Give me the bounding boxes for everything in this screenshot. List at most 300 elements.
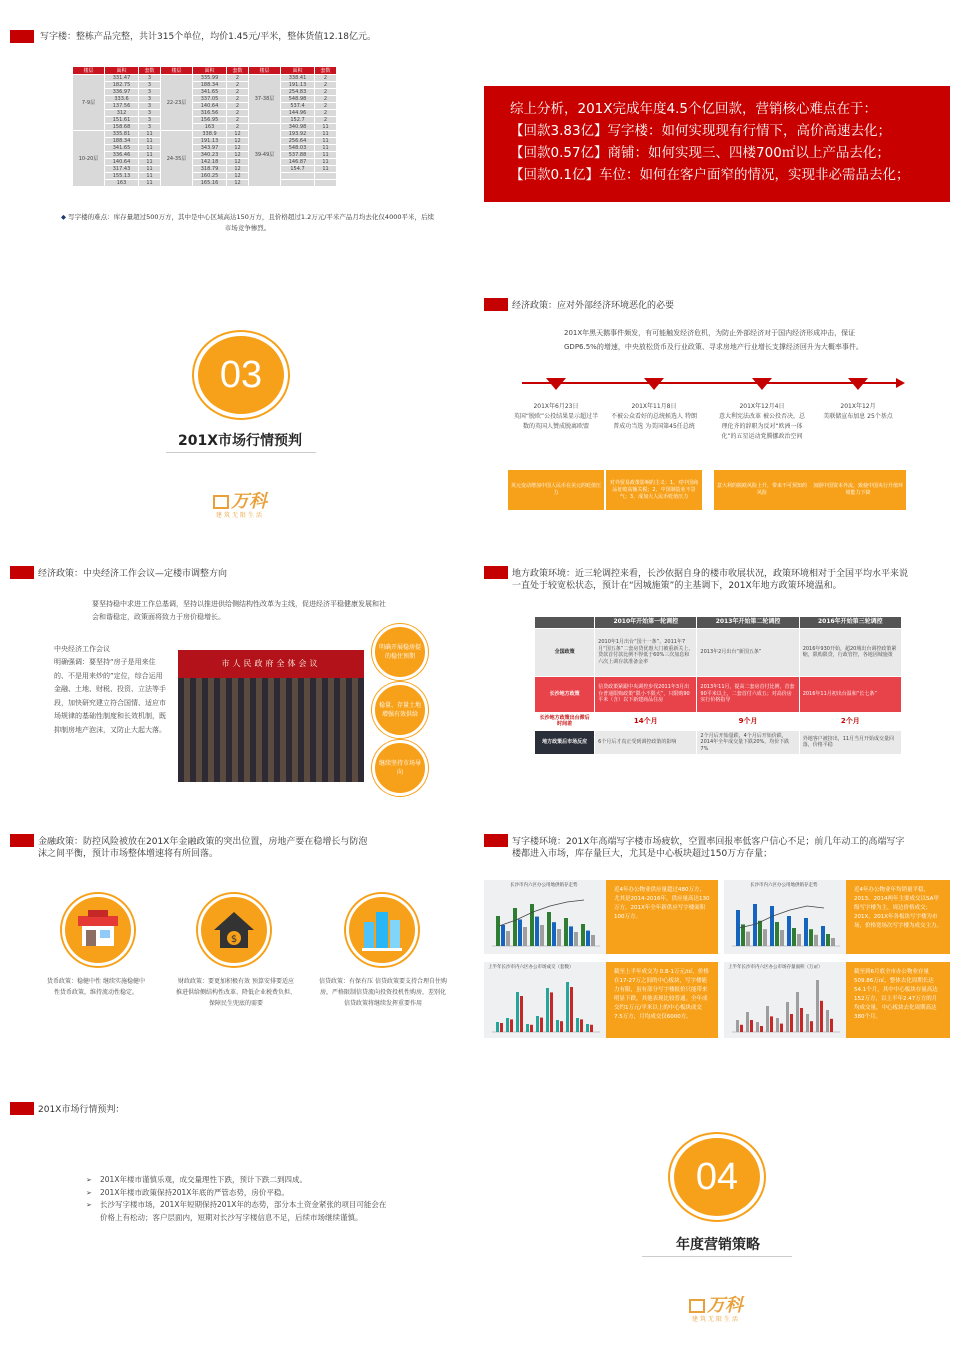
policy-row-label: 长沙地方政策 [535, 676, 595, 712]
divider [642, 1256, 792, 1257]
table-cell: 2 [227, 103, 249, 110]
policy-table-header [535, 617, 595, 629]
policy-circle [372, 682, 428, 738]
building-icon-circle [346, 894, 418, 966]
chart-note: 截至到6月底全市办公物业存量509.86万㎡，整体去化周期长达54.1个月，其中中心板块存量高达152万方，以上半年2.47万方的月均成交量，中心板块去化周期高达380个月。 [846, 962, 950, 1038]
table-cell: 37-38层 [249, 75, 281, 124]
chart-bar [770, 1016, 773, 1032]
chart-bar [536, 1016, 539, 1032]
chart-bar [530, 1025, 533, 1032]
table-cell: 11 [315, 152, 337, 159]
table-cell [281, 173, 315, 180]
chart-bar [826, 934, 830, 946]
table-cell: 158.68 [105, 124, 139, 131]
table-cell: 537.4 [281, 103, 315, 110]
table-cell: 11 [315, 159, 337, 166]
table-cell: 160.25 [193, 173, 227, 180]
table-cell: 193.92 [281, 131, 315, 138]
table-cell: 11 [315, 166, 337, 173]
policy-cell: 2个月后开始量跌，4个月后开始价跌，2014年全年成交量下跌20%，均价下跌7% [697, 730, 799, 755]
policy-cell: 9个月 [697, 712, 799, 730]
chart-bar [574, 932, 578, 946]
chart-bar [535, 917, 539, 946]
table-cell: 146.87 [281, 159, 315, 166]
forecast-item: ➢ 201X年楼市谨慎乐观，成交量理性下跌，预计下跌二到四成。 [86, 1174, 388, 1187]
table-cell: 338.9 [193, 131, 227, 138]
local-policy-title: 地方政策环境：近三轮调控来看，长沙依据自身的楼市收展状况，政策环境相对于全国平均水平来说一直处于较宽松状态，预计在“因城施策”的主基调下，201X年地方政策环境温和。 [512, 569, 909, 591]
policy-cell: 外地客户被挤出，11月当月开始成交量回落，价格平稳 [799, 730, 901, 755]
summary-panel [484, 86, 950, 202]
table-cell: 11 [315, 138, 337, 145]
finance-item-text: 信贷政策：有保有压 信贷政策要支持合理自住购房，严格限制信贷流向投资投机性购房，差别化信贷政策将继续发挥重要作用 [319, 978, 447, 1007]
chart-bar [826, 1010, 829, 1032]
office-unit-table [72, 66, 337, 187]
chart-bar [810, 1021, 813, 1032]
timeline-line [522, 382, 902, 384]
chart-bar [550, 992, 553, 1032]
forecast-item: ➢ 长沙写字楼市场，201X年短期保持201X年的态势，部分本土资金紧张的项目可能会在价格上有松动；客户层面内，短期对长沙写字楼信息不足，后续市场继续谨慎。 [86, 1199, 388, 1224]
table-cell: 12 [227, 180, 249, 187]
event-effect: 对外贸易政策影响的主义：1、对中国商品征收高额关税；2、中国制造业不景气；3、成加大人民币贬值压力 [606, 470, 702, 510]
table-cell: 318.79 [193, 166, 227, 173]
section-marker [484, 566, 508, 579]
table-cell: 336.46 [105, 152, 139, 159]
table-cell: 2 [315, 103, 337, 110]
chart-bar [790, 1014, 793, 1032]
chart-line [739, 906, 824, 928]
office-title: 写字楼：整栋产品完整，共计315个单位，均价1.45元/平米，整体货值12.18亿元。 [40, 32, 377, 42]
table-cell: 12 [227, 138, 249, 145]
table-cell: 154.7 [281, 166, 315, 173]
chart-bar [746, 932, 750, 946]
summary-line: 【回款0.1亿】车位：如何在客户面窄的情况，实现非必需品去化； [510, 167, 910, 183]
finance-title: 金融政策：防控风险被放在201X年金融政策的突出位置，房地产要在稳增长与防泡沫之间平衡，预计市场整体增速将有所回落。 [38, 837, 368, 859]
table-cell: 2 [227, 117, 249, 124]
policy-table-header: 2013年开始第二轮调控 [697, 617, 799, 629]
chart-bar [557, 929, 561, 946]
table-cell [281, 180, 315, 187]
logo-text: 万科 [707, 1295, 743, 1316]
finance-item-text: 财政政策：要更加积极有效 预算安排要适应推进供给侧结构性改革、降低企业税费负担、保障民生兜底的需要 [176, 978, 297, 1007]
table-header: 楼层 [73, 67, 105, 75]
table-cell: 341.65 [105, 145, 139, 152]
section-marker [10, 834, 34, 847]
table-cell: 11 [315, 124, 337, 131]
event-date: 201X年12月 [840, 403, 876, 410]
chart-bar [797, 934, 801, 946]
building-icon [360, 908, 404, 952]
chart-bar [546, 988, 549, 1032]
table-cell: 2 [227, 82, 249, 89]
table-cell: 337.05 [193, 96, 227, 103]
chart-bar [756, 1022, 759, 1032]
event-date: 201X年12月4日 [739, 403, 785, 410]
table-cell: 24-35层 [161, 131, 193, 187]
sales-chart [724, 880, 846, 954]
chart-bar [581, 924, 585, 946]
chart-bar [569, 926, 573, 946]
policy-circle [372, 740, 428, 796]
section-number-circle [194, 332, 288, 418]
table-cell: 317.43 [105, 166, 139, 173]
chart-panel [724, 880, 846, 954]
table-cell: 165.16 [193, 180, 227, 187]
table-cell: 144.96 [281, 110, 315, 117]
policy-row-label: 长沙地方政策出台滞后时间差 [535, 712, 595, 730]
table-cell: 341.65 [193, 89, 227, 96]
policy-cell: 2个月 [799, 712, 901, 730]
table-cell: 331.47 [105, 75, 139, 82]
chart-bar [758, 921, 762, 946]
economy-external-intro: 201X年黑天鹅事件频发，有可能触发经济危机，为防止外部经济对于国内经济形成冲击，保证GDP6.5%的增速，中央放松货币及行业政策、寻求房地产行业增长支撑经济回升为大概率事件。 [564, 329, 863, 351]
table-cell: 2 [227, 89, 249, 96]
chart-bar [809, 929, 813, 946]
table-row [73, 124, 337, 131]
section-marker [10, 1102, 34, 1115]
section-number: 03 [219, 353, 263, 396]
chart-bar [831, 938, 835, 946]
table-header: 套数 [139, 67, 161, 75]
vanke-logo [200, 492, 280, 520]
policy-circle-text: 稳量、存量土地增强有效供给 [379, 702, 422, 718]
photo-banner: 市人民政府全体会议 [178, 650, 364, 678]
chart-bar [780, 1024, 783, 1032]
table-cell: 11 [139, 159, 161, 166]
meeting-photo [178, 650, 364, 782]
policy-cell: 2010年1月出台“国十一条”、2011年7月“国五条”二套房贷优惠大门被重新关上，贷款首付款比例不得低于60%三次加息和六次上调存款准备金率 [595, 628, 697, 676]
table-row [73, 145, 337, 152]
table-cell: 7-9层 [73, 75, 105, 131]
table-cell: 2 [315, 75, 337, 82]
chart-bar [776, 1018, 779, 1032]
policy-cell: 2016年930开始，超20城出台调控政策紧缩，限购限贷，行政管控，各地因城施策 [799, 628, 901, 676]
logo-mark-icon [689, 1299, 705, 1313]
table-cell: 163 [105, 180, 139, 187]
timeline-arrow-icon [896, 378, 905, 388]
table-cell: 10-20层 [73, 131, 105, 187]
policy-table-header: 2016年开始第三轮调控 [799, 617, 901, 629]
table-cell: 191.13 [193, 138, 227, 145]
central-conf-body: 明确强调：要坚持“房子是用来住的、不是用来炒的”定位，综合运用金融、土地、财税、投资、立法等手段，加快研究建立符合国情、适应市场规律的基础性制度和长效机制，既抑制房地产泡沫，又防止大起大落。 [54, 658, 166, 734]
chart-bar [786, 1002, 789, 1032]
table-row [73, 166, 337, 173]
chart-bar [806, 1014, 809, 1032]
chart-bar [506, 931, 510, 946]
chart-bar [523, 927, 527, 946]
policy-table-row [535, 676, 902, 712]
transaction-chart [484, 962, 606, 1038]
summary-line: 【回款0.57亿】商铺：如何实现三、四楼700㎡以上产品去化； [510, 145, 890, 161]
chart-bar [576, 1018, 579, 1032]
table-row [73, 131, 337, 138]
chart-bar [820, 1001, 823, 1032]
policy-cell: 信贷政策紧跟中央调控步伐2011年3月出台普通限购政策“限小不限大”，只限购90平米（含）以下新建商品住房 [595, 676, 697, 712]
forecast-list [86, 1174, 388, 1224]
policy-circle-text: 明确开展稳房提的稳住预期 [379, 644, 422, 660]
event-effect: 意大利的脱欧风险上升，带来不可预知的风险 [714, 470, 810, 510]
chart-bar [540, 1018, 543, 1032]
forecast-title: 201X市场行情预判： [38, 1105, 125, 1115]
policy-row-label: 全国政策 [535, 628, 595, 676]
chart-bar [816, 980, 819, 1032]
chart-bar [830, 1019, 833, 1032]
event-desc: 意大利宪法改革 被公投否决，总理伦齐的辞职为反对“欧洲一体化”的五星运动党腾挪政治空间 [719, 413, 805, 440]
table-cell [315, 180, 337, 187]
table-cell: 338.41 [281, 75, 315, 82]
table-cell: 3 [139, 89, 161, 96]
chart-panel [484, 962, 606, 1038]
table-cell: 182.75 [105, 82, 139, 89]
chart-bar [736, 1020, 739, 1032]
event-desc: 不被公众看好的总统候选人 特朗普成功当选 为美国第45任总统 [611, 413, 697, 430]
chart-bar [800, 1008, 803, 1032]
money-house-icon-circle [198, 894, 270, 966]
chart-panel [484, 880, 606, 954]
table-cell: 188.34 [105, 138, 139, 145]
timeline-event [814, 402, 902, 422]
table-cell: 12 [227, 159, 249, 166]
table-cell: 256.64 [281, 138, 315, 145]
table-cell: 335.81 [105, 131, 139, 138]
chart-bar [591, 935, 595, 946]
chart-bar [753, 904, 757, 946]
table-cell: 3 [139, 117, 161, 124]
chart-title: 长沙市内六区办公用地供销存走势 [510, 883, 578, 888]
chart-bar [792, 928, 796, 946]
table-header: 套数 [227, 67, 249, 75]
timeline-event [610, 402, 698, 432]
chart-bar [770, 906, 774, 946]
table-header: 面积 [105, 67, 139, 75]
policy-cell: 2013年2月出台“新国五条” [697, 628, 799, 676]
table-cell: 3 [139, 110, 161, 117]
table-row [73, 110, 337, 117]
table-row [73, 173, 337, 180]
table-cell: 12 [227, 152, 249, 159]
table-cell: 2 [227, 96, 249, 103]
table-cell: 11 [315, 131, 337, 138]
table-cell: 2 [227, 75, 249, 82]
table-cell: 340.23 [193, 152, 227, 159]
logo-subtitle: 建筑无限生活 [215, 512, 264, 519]
shop-icon-circle [62, 894, 134, 966]
chart-bar [552, 922, 556, 946]
chart-bar [518, 919, 522, 946]
event-date: 201X年6月23日 [533, 403, 579, 410]
chart-bar [496, 1022, 499, 1032]
table-cell: 2 [315, 89, 337, 96]
chart-bar [766, 1006, 769, 1032]
table-cell: 335.99 [193, 75, 227, 82]
office-market-title: 写字楼环境：201X年高端写字楼市场疲软，空置率回报率低客户信心不足；前几年动工的高端写字楼都进入市场，库存量巨大，尤其是中心板块超过150万方存量； [512, 837, 905, 859]
table-cell: 12 [227, 145, 249, 152]
timeline-marker-icon [546, 378, 566, 390]
table-cell: 2 [315, 110, 337, 117]
chart-bar [787, 916, 791, 946]
chart-title: 上半年长沙市内六区办公市场成交（套数） [488, 965, 574, 970]
table-cell: 11 [139, 166, 161, 173]
supply-chart [484, 880, 606, 954]
chart-bar [796, 992, 799, 1032]
table-cell: 12 [227, 173, 249, 180]
table-cell: 537.88 [281, 152, 315, 159]
timeline-marker-icon [752, 378, 772, 390]
table-cell: 156.95 [193, 117, 227, 124]
central-conf-title: 经济政策：中央经济工作会议—定楼市调整方向 [38, 569, 228, 579]
table-row [73, 89, 337, 96]
policy-table-header: 2010年开始第一轮调控 [595, 617, 697, 629]
table-cell: 336.97 [105, 89, 139, 96]
chart-bar [501, 925, 505, 946]
table-cell: 316.56 [193, 110, 227, 117]
chart-bar [516, 992, 519, 1032]
chart-bar [586, 931, 590, 946]
chart-title: 上半年长沙市内六区办公市场存量面积（万㎡） [728, 965, 823, 970]
table-cell: 140.64 [193, 103, 227, 110]
chart-bar [540, 925, 544, 946]
table-header: 楼层 [161, 67, 193, 75]
table-cell: 188.34 [193, 82, 227, 89]
chart-line [499, 900, 584, 926]
chart-title: 长沙市内六区办公用地供销存走势 [750, 883, 818, 888]
logo-mark-icon [213, 495, 229, 509]
vanke-logo [676, 1296, 756, 1324]
table-cell: 11 [139, 138, 161, 145]
logo-text: 万科 [231, 491, 267, 512]
chart-bar [500, 1023, 503, 1032]
table-row [73, 82, 337, 89]
chart-bar [821, 926, 825, 946]
economy-external-title: 经济政策：应对外部经济环境恶化的必要 [512, 301, 675, 311]
table-cell: 340.98 [281, 124, 315, 131]
money-house-icon [212, 910, 256, 950]
table-row [73, 159, 337, 166]
section-marker [10, 30, 34, 43]
table-cell: 254.83 [281, 89, 315, 96]
chart-bar [580, 1019, 583, 1032]
chart-panel [724, 962, 846, 1038]
table-row [73, 96, 337, 103]
policy-cell: 14个月 [595, 712, 697, 730]
chart-bar [760, 1026, 763, 1032]
table-header: 楼层 [249, 67, 281, 75]
chart-bar [570, 987, 573, 1032]
office-note [60, 212, 435, 234]
chart-bar [740, 1025, 743, 1032]
table-cell: 11 [139, 152, 161, 159]
summary-line: 综上分析，201X完成年度4.5个亿回款，营销核心难点在于： [510, 101, 877, 117]
policy-row-label: 地方政策后市场反应 [535, 730, 595, 755]
chart-bar [506, 1018, 509, 1032]
table-cell: 163 [193, 124, 227, 131]
table-cell: 548.03 [281, 145, 315, 152]
section-marker [10, 566, 34, 579]
table-cell: 343.97 [193, 145, 227, 152]
policy-cell: 2013年11月，提高二套房首付比例，首套90平米以上，二套首付六成五；对高价房实行价格指导 [697, 676, 799, 712]
table-cell: 155.13 [105, 173, 139, 180]
table-cell: 312 [105, 110, 139, 117]
section-number-circle [670, 1134, 764, 1220]
timeline-marker-icon [644, 378, 664, 390]
table-row [73, 75, 337, 82]
photo-crowd [178, 678, 364, 782]
chart-bar [510, 1019, 513, 1032]
section-number: 04 [695, 1155, 739, 1198]
table-cell: 2 [315, 117, 337, 124]
chart-bar [520, 996, 523, 1032]
chart-bar [780, 930, 784, 946]
policy-table-row [535, 628, 902, 676]
table-row [73, 180, 337, 187]
timeline-event [718, 402, 806, 442]
summary-line: 【回款3.83亿】写字楼：如何实现现有行情下，高价高速去化； [510, 123, 892, 139]
table-cell: 2 [227, 110, 249, 117]
local-policy-table [534, 616, 902, 755]
chart-note: 近4年办公物业供应量超过480万方，尤其是2014-2016年，供应量高达130万方，201X年全年新供应写字楼面积100万方。 [606, 880, 718, 954]
table-cell: 12 [227, 166, 249, 173]
event-date: 201X年11月8日 [631, 403, 677, 410]
chart-bar [750, 1020, 753, 1032]
policy-circle [372, 624, 428, 680]
table-cell: 548.98 [281, 96, 315, 103]
table-cell: 11 [139, 180, 161, 187]
chart-bar [746, 1012, 749, 1032]
table-cell: 142.18 [193, 159, 227, 166]
section-marker [484, 298, 508, 311]
table-cell: 3 [139, 96, 161, 103]
table-cell: 11 [139, 145, 161, 152]
table-cell: 11 [315, 145, 337, 152]
chart-bar [775, 922, 779, 946]
table-header: 套数 [315, 67, 337, 75]
svg-text:$: $ [230, 934, 238, 945]
table-cell: 11 [139, 131, 161, 138]
event-desc: 美联储宣布加息 25个基点 [823, 413, 893, 420]
chart-bar [566, 982, 569, 1032]
forecast-item: ➢ 201X年楼市政策保持201X年底的严管态势，房价平稳。 [86, 1187, 388, 1200]
table-cell: 3 [139, 103, 161, 110]
table-row [73, 138, 337, 145]
table-cell: 3 [139, 75, 161, 82]
chart-note: 截至上半年成交为 0.8-1万元/㎡，价格在17-27万之间的中心板块，写字楼能力有限，虽有部分写字楼报价只能带来明显下跌，其他表现比较普通。全年成交约1万元/平米以上的中心板块成交7.5万方，月均成交仅6000方。 [606, 962, 718, 1038]
central-conf-body-title: 中央经济工作会议 [54, 645, 110, 653]
chart-bar [513, 908, 517, 946]
timeline-marker-icon [848, 378, 868, 390]
table-cell: 2 [227, 124, 249, 131]
stock-chart [724, 962, 846, 1038]
table-cell: 191.13 [281, 82, 315, 89]
logo-subtitle: 建筑无限生活 [691, 1316, 740, 1323]
event-desc: 英国“脱欧”公投结果显示超过半数的英国人赞成脱离欧盟 [513, 413, 599, 430]
table-cell: 2 [315, 82, 337, 89]
chart-bar [556, 1020, 559, 1032]
policy-cell: 6个月后才真正受到调控政策的影响 [595, 730, 697, 755]
table-cell: 3 [139, 124, 161, 131]
shop-icon [76, 910, 120, 950]
table-cell: 140.64 [105, 159, 139, 166]
chart-bar [530, 904, 534, 946]
event-effect: 英元变动增加中国人民币在美元的贬值压力 [508, 470, 604, 510]
table-cell: 22-23层 [161, 75, 193, 131]
chart-bar [590, 1025, 593, 1032]
table-header: 面积 [281, 67, 315, 75]
section-title: 年度营销策略 [676, 1237, 760, 1253]
policy-cell: 2016年11月初出台温和“长七条” [799, 676, 901, 712]
finance-item-text: 货币政策：稳健中性 继续实施稳健中性货币政策，维持流动性稳定。 [47, 978, 145, 996]
chart-bar [814, 935, 818, 946]
table-row [73, 152, 337, 159]
table-cell: 3 [139, 82, 161, 89]
